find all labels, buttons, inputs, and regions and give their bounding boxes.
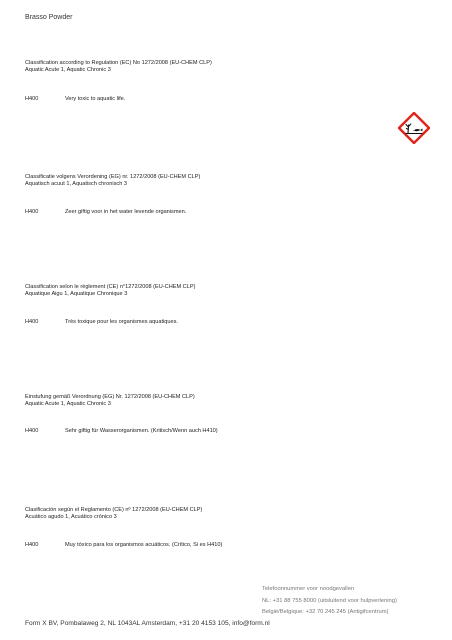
- classification-section-de: [25, 394, 425, 434]
- hazard-statement: [25, 209, 186, 215]
- hazard-text: Très toxique pour les organismes aquatiques.: [65, 319, 178, 325]
- section-category: Aquatique Aigu 1, Aquatique Chronique 3: [25, 291, 128, 297]
- hazard-code: H400: [25, 542, 39, 548]
- classification-section-es: [25, 507, 425, 548]
- hazard-text: Very toxic to aquatic life.: [65, 96, 126, 102]
- section-title: Clasificación según el Reglamento (CE) nº 1272/2008 (EU-CHEM CLP): [25, 507, 203, 513]
- hazard-statement: [25, 319, 178, 325]
- section-title: Classification according to Regulation (EC) No 1272/2008 (EU-CHEM CLP): [25, 60, 212, 66]
- hazard-text: Sehr giftig für Wasserorganismen. (Kritisch/Wenn auch H410): [65, 428, 218, 434]
- phone-heading: Telefoonnummer voor noodgevallen: [262, 586, 355, 592]
- hazard-text: Zeer giftig voor in het water levende organismen.: [65, 209, 187, 215]
- emergency-phone-block: [262, 584, 397, 619]
- hazard-code: H400: [25, 319, 39, 325]
- hazard-code: H400: [25, 428, 39, 434]
- section-category: Acuático agudo 1, Acuático crónico 3: [25, 514, 117, 520]
- classification-section-nl: [25, 174, 425, 215]
- phone-line-nl: NL: +31 88 755 8000 (uitsluitend voor hulpverlening): [262, 597, 397, 604]
- environment-hazard-icon: [398, 112, 430, 144]
- hazard-code: H400: [25, 209, 39, 215]
- section-title: Classification selon le règlement (CE) n°1272/2008 (EU-CHEM CLP): [25, 284, 196, 290]
- company-footer: Form X BV, Pombalaweg 2, NL 1043AL Amsterdam, +31 20 4153 105, info@form.nl: [25, 620, 270, 627]
- section-category: Aquatic Acute 1, Aquatic Chronic 3: [25, 401, 111, 407]
- hazard-text: Muy tóxico para los organismos acuáticos. (Crítico, Si es H410): [65, 542, 223, 548]
- section-title: Einstufung gemäß Verordnung (EG) Nr. 1272/2008 (EU-CHEM CLP): [25, 394, 195, 400]
- classification-section-en: [25, 60, 425, 102]
- section-title: Classificatie volgens Verordening (EG) nr. 1272/2008 (EU-CHEM CLP): [25, 174, 201, 180]
- hazard-statement: [25, 96, 125, 102]
- section-category: Aquatisch acuut 1, Aquatisch chronisch 3: [25, 181, 127, 187]
- hazard-statement: [25, 542, 222, 548]
- product-name: Brasso Powder: [25, 14, 73, 21]
- classification-section-fr: [25, 284, 425, 325]
- hazard-code: H400: [25, 96, 39, 102]
- section-category: Aquatic Acute 1, Aquatic Chronic 3: [25, 67, 111, 73]
- phone-line-be: België/Belgique: +32 70 245 245 (Antigifcentrum): [262, 609, 389, 615]
- hazard-statement: [25, 428, 218, 434]
